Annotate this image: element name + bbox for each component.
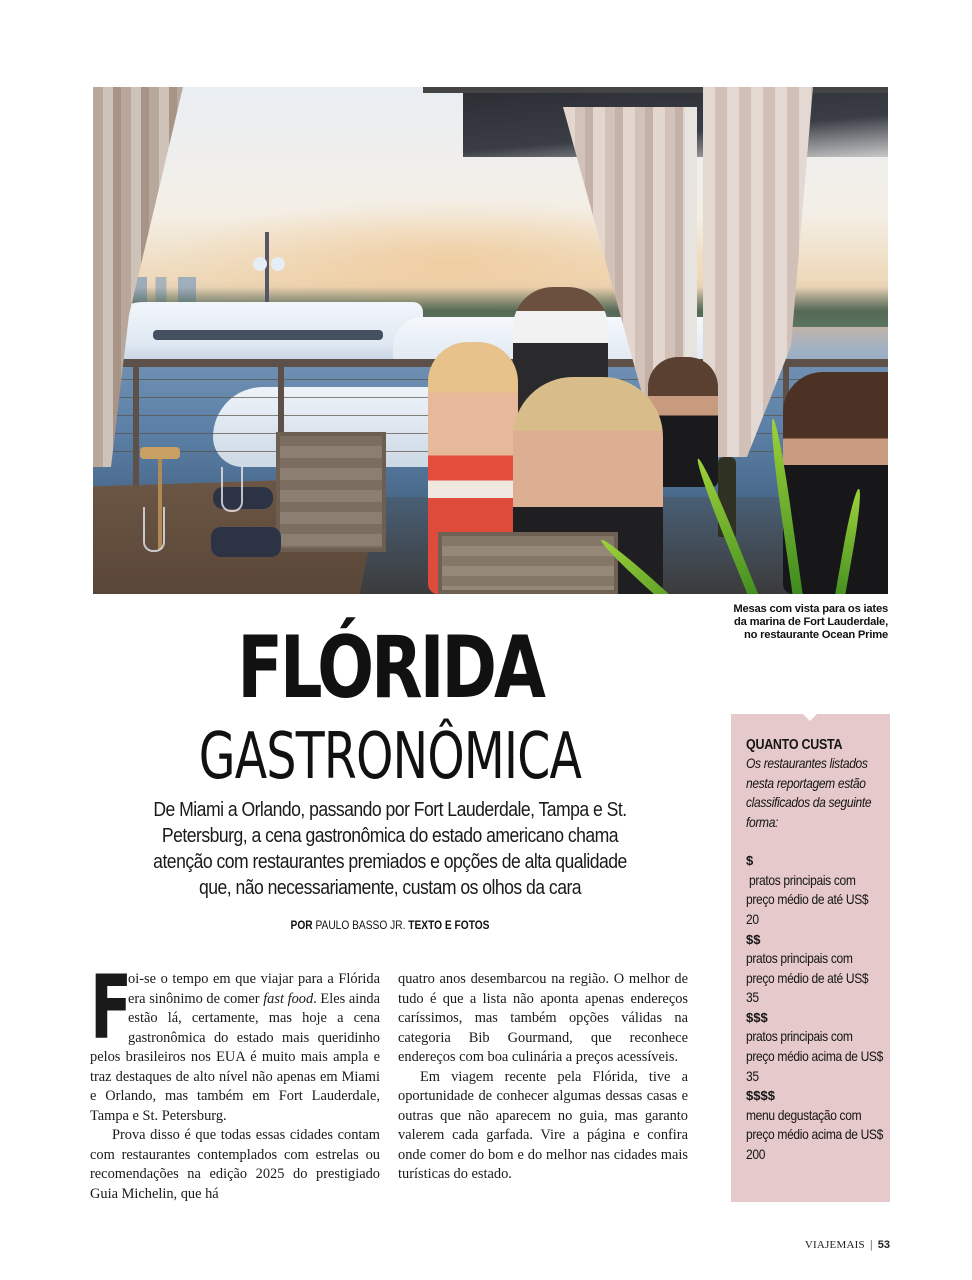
radar-dome — [271, 257, 285, 271]
price-tier — [746, 1008, 883, 1086]
drop-cap: F — [90, 956, 133, 1059]
tier-symbol: $$$$ — [746, 1088, 775, 1104]
paragraph-2: Prova disso é que todas essas cidades contam com restaurantes contemplados com estrelas ou recomendações na edição 2025 do prestigiado Guia Michelin, que há — [90, 1127, 380, 1202]
byline-author: PAULO BASSO JR. — [315, 918, 406, 932]
tier-description: pratos principais com preço médio acima de US$ 35 — [746, 1028, 883, 1084]
paragraph-3: Em viagem recente pela Flórida, tive a oportunidade de conhecer algumas dessas casas e outras que não aparecem no guia, mas garanto valerem cada garfada. Vire a página e confira onde comer do bom e do melhor nas cidades mais turísticas do estado. — [398, 1068, 688, 1182]
tier-description: pratos principais com preço médio de até US$ 20 — [746, 871, 872, 928]
byline-role: TEXTO E FOTOS — [408, 918, 490, 932]
folio-separator: | — [869, 1239, 873, 1251]
price-tier — [746, 930, 876, 1008]
yacht-window — [153, 330, 383, 340]
diner — [783, 372, 888, 594]
page-folio — [805, 1238, 890, 1252]
byline-prefix: POR — [290, 918, 313, 932]
tier-description: pratos principais com preço médio de até US$ 35 — [746, 950, 869, 1006]
price-tier — [746, 1086, 883, 1164]
yacht-mast — [265, 232, 269, 307]
tier-symbol: $ — [746, 853, 754, 869]
italic-term: fast food — [263, 990, 314, 1007]
price-guide-intro: Os restaurantes listados nesta reportagem estão classificados da seguinte forma: — [746, 755, 872, 830]
caption-line: Mesas com vista para os iates — [733, 603, 888, 615]
price-tier — [746, 851, 876, 929]
tier-symbol: $$$ — [746, 1009, 768, 1025]
page-number: 53 — [877, 1239, 890, 1251]
paragraph-text: oi-se o tempo em que viajar para a Flórida era sinônimo de comer — [128, 971, 380, 1007]
hero-photo — [93, 87, 888, 594]
article-column-2 — [398, 970, 688, 1185]
byline — [220, 917, 560, 933]
photo-caption — [688, 603, 888, 642]
price-tiers — [746, 851, 883, 1164]
tier-symbol: $$ — [746, 931, 761, 947]
radar-dome — [253, 257, 267, 271]
article-dek: De Miami a Orlando, passando por Fort Lauderdale, Tampa e St. Petersburg, a cena gastronômica do estado americano chama atenção com restaurantes premiados e opções de alta qualidade que, não necessariamente, custam os olhos da cara — [153, 799, 627, 899]
caption-line: da marina de Fort Lauderdale, — [734, 616, 888, 628]
headline-subtitle: GASTRONÔMICA — [198, 720, 582, 794]
price-guide-box — [731, 714, 890, 1202]
wine-glass — [221, 467, 243, 512]
paragraph-text: . Eles ainda estão lá, certamente, mas hoje a cena gastronômica do estado mais queridinho pelos brasileiros nos EUA é muito mais ampla e traz destaques de alto nível não apenas em Miami e Orlando, mas também em Fort Lauderdale, Tampa e St. Petersburg. — [90, 990, 380, 1124]
chair — [276, 432, 386, 552]
price-guide-title: QUANTO CUSTA — [746, 737, 843, 753]
paragraph-2-continued: quatro anos desembarcou na região. O melhor de tudo é que a lista não aponta apenas endereços caríssimos, mas também opções válidas na categoria Bib Gourmand, que reconhece endereços com boa culinária a preços acessíveis. — [398, 971, 688, 1065]
wine-glass — [143, 507, 165, 552]
paragraph-1 — [90, 956, 380, 1126]
canopy-beam — [423, 87, 888, 93]
caption-line: no restaurante Ocean Prime — [743, 629, 888, 641]
napkin — [211, 527, 281, 557]
notch-triangle-icon — [803, 714, 817, 721]
article-column-1 — [90, 956, 380, 1204]
chair — [438, 532, 618, 594]
tier-description: menu degustação com preço médio acima de US$ 200 — [746, 1106, 883, 1162]
magazine-name: VIAJEMAIS — [804, 1239, 865, 1251]
headline-title: FLÓRIDA — [237, 618, 543, 718]
